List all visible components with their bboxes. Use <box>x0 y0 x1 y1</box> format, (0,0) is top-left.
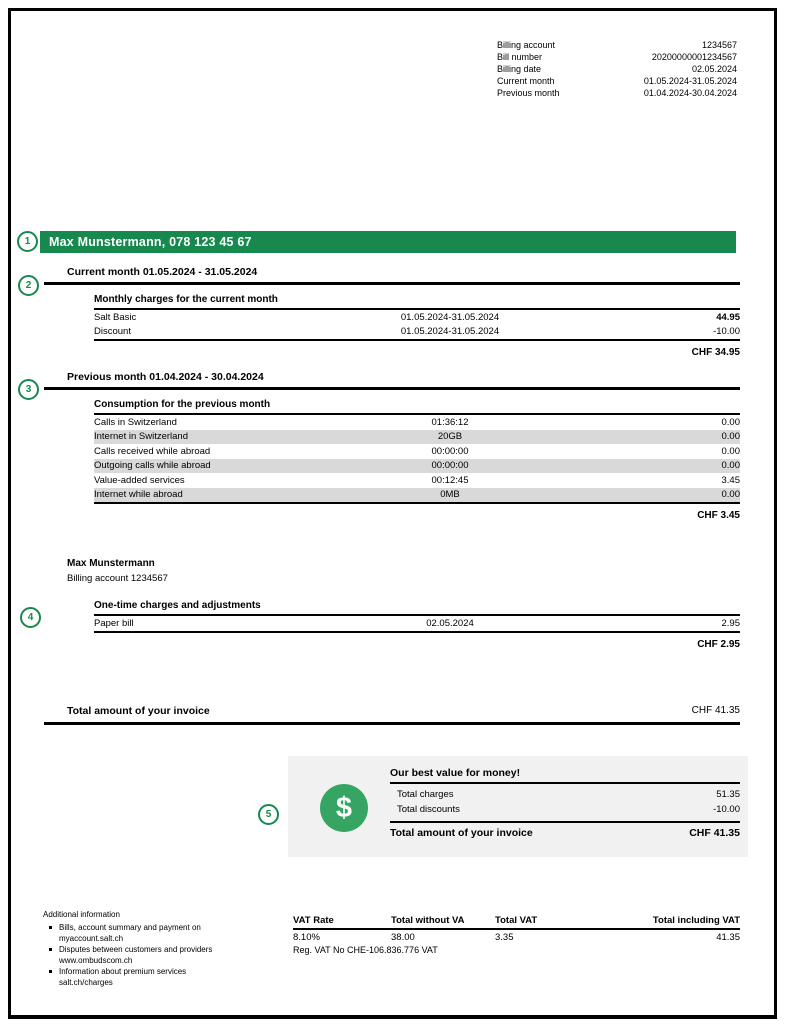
additional-info-text <box>59 922 201 944</box>
table-row <box>94 430 740 445</box>
info-value: 02.05.2024 <box>691 64 737 74</box>
additional-info-line: Bills, account summary and payment on <box>59 923 201 932</box>
consumption-usage: 00:00:00 <box>431 460 469 472</box>
best-value-total-row <box>390 821 740 839</box>
table-title: Monthly charges for the current month <box>94 294 740 310</box>
section-previous-month <box>44 371 740 521</box>
charge-amount: 2.95 <box>721 617 740 629</box>
table-row <box>94 325 740 340</box>
info-value: 01.05.2024-31.05.2024 <box>643 76 737 86</box>
customer-block <box>67 556 168 586</box>
best-value-amount: -10.00 <box>713 803 740 815</box>
consumption-name: Calls in Switzerland <box>94 416 177 428</box>
invoice-total-amount: CHF 41.35 <box>691 705 740 716</box>
table-row <box>94 459 740 474</box>
consumption-amount: 0.00 <box>721 431 740 443</box>
vat-total-including: 41.35 <box>716 932 740 943</box>
charge-amount: 44.95 <box>716 311 740 323</box>
vat-header: Total VAT <box>495 915 538 926</box>
vat-total-vat: 3.35 <box>495 932 514 943</box>
additional-info-item <box>43 922 295 944</box>
consumption-amount: 0.00 <box>721 416 740 428</box>
consumption-name: Outgoing calls while abroad <box>94 460 211 472</box>
info-value: 20200000001234567 <box>651 52 737 62</box>
billing-info-row <box>497 39 737 51</box>
additional-info-link: myaccount.salt.ch <box>59 934 124 943</box>
bullet-icon <box>49 926 52 929</box>
billing-info-row <box>497 51 737 63</box>
charge-amount: -10.00 <box>713 326 740 338</box>
additional-info-item <box>43 966 295 988</box>
consumption-name: Internet while abroad <box>94 489 183 501</box>
vat-header-row <box>293 915 740 930</box>
additional-info-item <box>43 944 295 966</box>
table-row <box>94 616 740 631</box>
charge-period: 01.05.2024-31.05.2024 <box>400 326 500 338</box>
best-value-box <box>288 756 748 857</box>
bullet-icon <box>49 970 52 973</box>
consumption-usage: 00:00:00 <box>431 445 469 457</box>
vat-header: Total including VAT <box>652 915 740 926</box>
step-marker-3: 3 <box>18 379 39 400</box>
info-label: Billing date <box>497 64 542 74</box>
subtotal-previous-month: CHF 3.45 <box>697 510 740 521</box>
vat-total-without: 38.00 <box>391 932 415 943</box>
table-rows <box>94 616 740 633</box>
billing-info-row <box>497 75 737 87</box>
invoice-total-row <box>44 705 740 725</box>
vat-table <box>293 915 740 955</box>
best-value-label: Total discounts <box>397 803 460 815</box>
one-time-charges-table <box>94 600 740 650</box>
consumption-amount: 0.00 <box>721 445 740 457</box>
table-title: Consumption for the previous month <box>94 399 740 415</box>
additional-info-block <box>43 909 295 988</box>
additional-info-link: www.ombudscom.ch <box>59 956 133 965</box>
additional-info-link: salt.ch/charges <box>59 978 113 987</box>
charge-name: Salt Basic <box>94 311 137 323</box>
customer-name: Max Munstermann <box>67 558 155 569</box>
best-value-label: Total charges <box>397 789 454 800</box>
charge-date: 02.05.2024 <box>426 617 474 629</box>
consumption-amount: 0.00 <box>721 489 740 501</box>
consumption-amount: 3.45 <box>721 474 740 486</box>
customer-account: Billing account 1234567 <box>67 573 168 584</box>
table-row <box>94 488 740 503</box>
consumption-name: Value-added services <box>94 474 185 486</box>
additional-info-title: Additional information <box>43 910 120 919</box>
subtotal-current-month: CHF 34.95 <box>691 347 740 358</box>
table-row <box>94 415 740 430</box>
step-marker-4: 4 <box>20 607 41 628</box>
table-row <box>94 473 740 488</box>
billing-info-row <box>497 63 737 75</box>
step-marker-2: 2 <box>18 275 39 296</box>
consumption-usage: 01:36:12 <box>431 416 469 428</box>
charge-name: Discount <box>94 326 131 338</box>
info-label: Current month <box>497 76 555 86</box>
section-heading: Current month 01.05.2024 - 31.05.2024 <box>44 266 740 285</box>
vat-data-row <box>293 930 740 943</box>
vat-registration-number: Reg. VAT No CHE-106.836.776 VAT <box>293 945 438 955</box>
best-value-title: Our best value for money! <box>390 767 740 784</box>
consumption-usage: 0MB <box>440 489 460 501</box>
consumption-table <box>94 399 740 521</box>
step-marker-1: 1 <box>17 231 38 252</box>
best-value-total-label: Total amount of your invoice <box>390 827 533 839</box>
billing-info-block <box>497 39 737 99</box>
table-row <box>94 444 740 459</box>
consumption-name: Internet in Switzerland <box>94 431 188 443</box>
additional-info-line: Information about premium services <box>59 967 187 976</box>
info-label: Bill number <box>497 52 543 62</box>
vat-rate: 8.10% <box>293 932 320 943</box>
consumption-usage: 20GB <box>437 431 463 443</box>
additional-info-line: Disputes between customers and providers <box>59 945 213 954</box>
charge-name: Paper bill <box>94 617 134 629</box>
consumption-amount: 0.00 <box>721 460 740 472</box>
table-title: One-time charges and adjustments <box>94 600 740 616</box>
additional-info-text <box>59 944 212 966</box>
best-value-row <box>390 803 740 818</box>
additional-info-text <box>59 966 186 988</box>
info-value: 01.04.2024-30.04.2024 <box>643 88 737 98</box>
section-current-month <box>44 266 740 358</box>
best-value-content <box>390 767 740 839</box>
consumption-name: Calls received while abroad <box>94 445 211 457</box>
info-label: Billing account <box>497 40 556 50</box>
best-value-amount: 51.35 <box>716 789 740 800</box>
vat-header: VAT Rate <box>293 915 334 926</box>
info-label: Previous month <box>497 88 560 98</box>
subtotal-one-time: CHF 2.95 <box>697 638 740 650</box>
dollar-icon: $ <box>320 784 368 832</box>
best-value-total-amount: CHF 41.35 <box>689 827 740 839</box>
vat-header: Total without VA <box>391 915 465 926</box>
invoice-total-label: Total amount of your invoice <box>67 705 210 717</box>
consumption-usage: 00:12:45 <box>431 474 469 486</box>
info-value: 1234567 <box>701 40 737 50</box>
table-rows <box>94 310 740 341</box>
table-row <box>94 310 740 325</box>
section-heading: Previous month 01.04.2024 - 30.04.2024 <box>44 371 740 390</box>
step-marker-5: 5 <box>258 804 279 825</box>
bullet-icon <box>49 948 52 951</box>
customer-banner: Max Munstermann, 078 123 45 67 <box>40 231 736 253</box>
billing-info-row <box>497 87 737 99</box>
monthly-charges-table <box>94 294 740 358</box>
charge-period: 01.05.2024-31.05.2024 <box>400 311 500 323</box>
best-value-row <box>390 788 740 803</box>
table-rows <box>94 415 740 504</box>
